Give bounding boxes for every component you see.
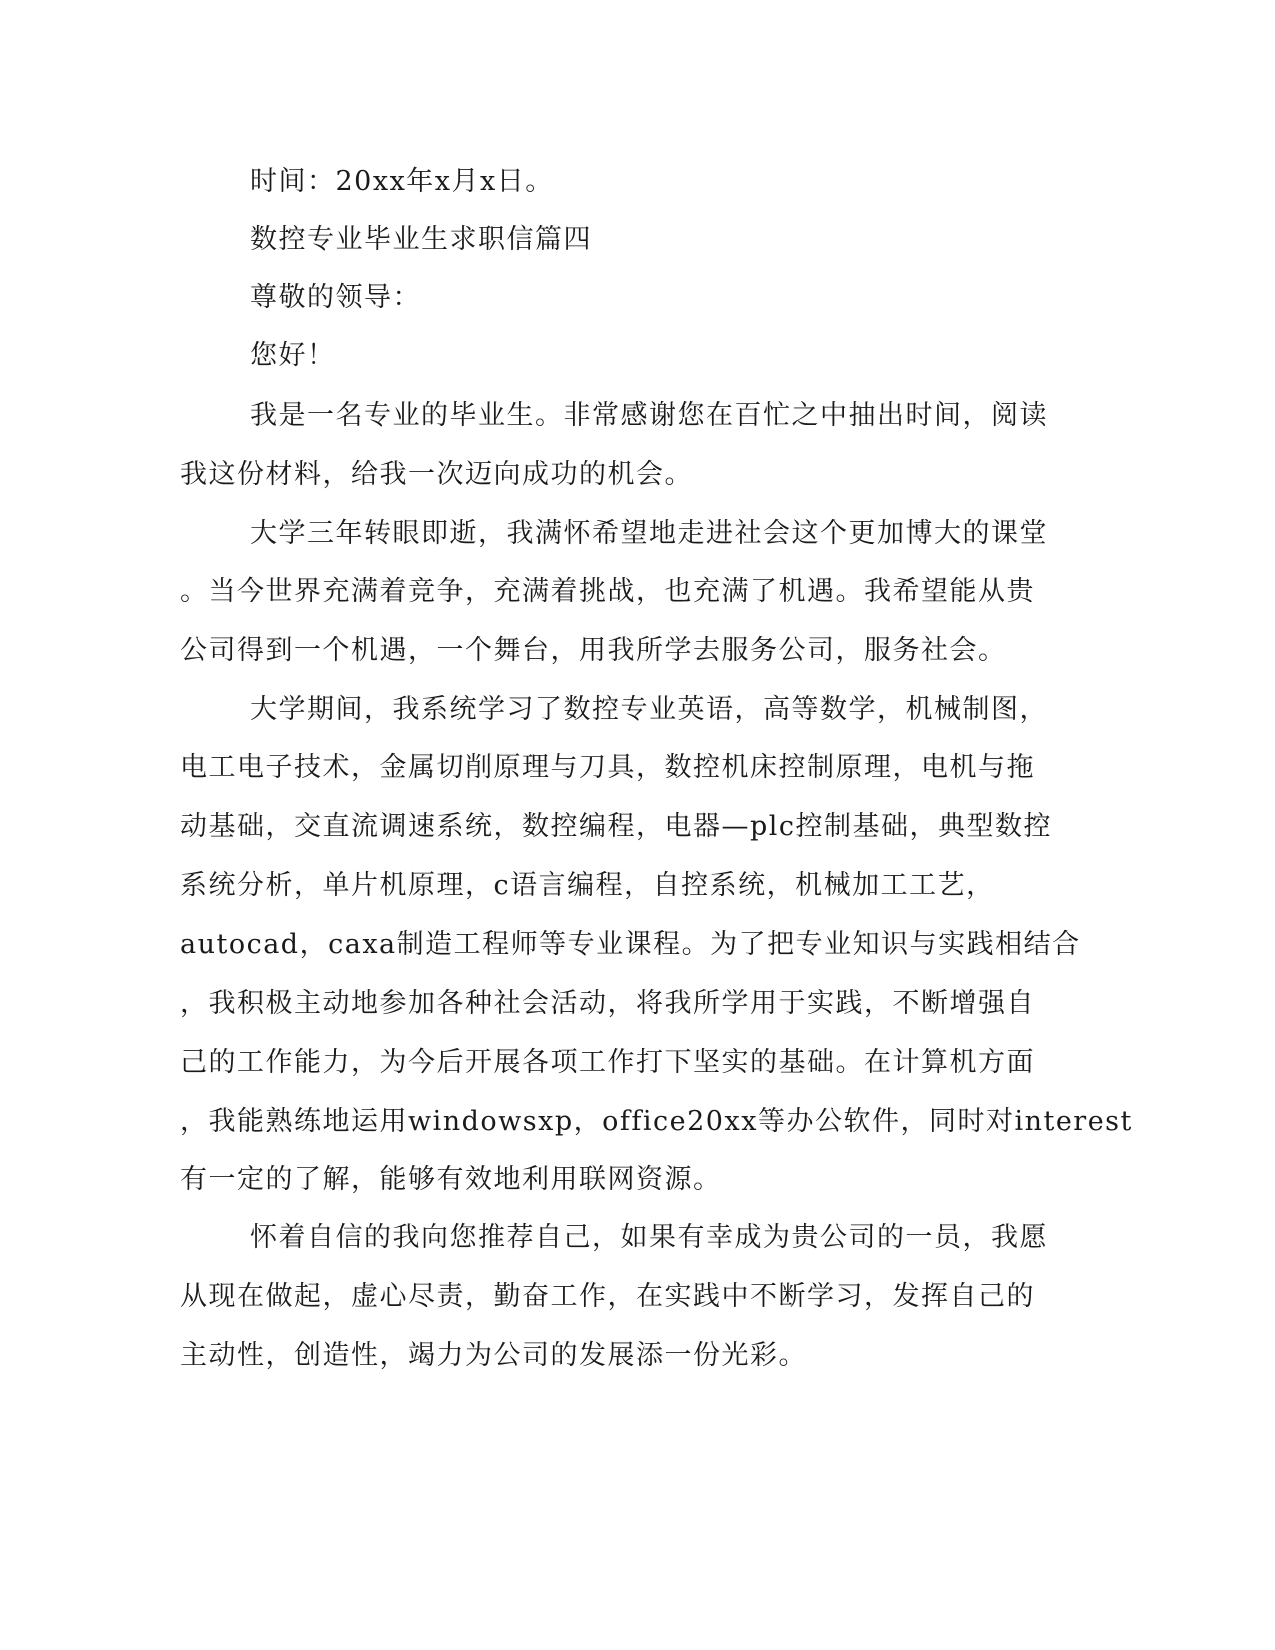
paragraph-3-line: 电工电子技术，金属切削原理与刀具，数控机床控制原理，电机与拖 — [180, 752, 1035, 783]
paragraph-3-line: 己的工作能力，为今后开展各项工作打下坚实的基础。在计算机方面 — [180, 1047, 1035, 1078]
salutation: 尊敬的领导： — [250, 282, 421, 313]
greeting: 您好！ — [250, 340, 336, 371]
paragraph-4-line: 主动性，创造性，竭力为公司的发展添一份光彩。 — [180, 1340, 807, 1371]
paragraph-2-line: 大学三年转眼即逝，我满怀希望地走进社会这个更加博大的课堂 — [250, 518, 1048, 549]
section-title: 数控专业毕业生求职信篇四 — [250, 224, 592, 255]
paragraph-3-line: autocad，caxa制造工程师等专业课程。为了把专业知识与实践相结合 — [180, 929, 1081, 960]
paragraph-2-line: 公司得到一个机遇，一个舞台，用我所学去服务公司，服务社会。 — [180, 635, 1007, 666]
paragraph-3-line: 大学期间，我系统学习了数控专业英语，高等数学，机械制图， — [250, 694, 1048, 725]
paragraph-4-line: 从现在做起，虚心尽责，勤奋工作，在实践中不断学习，发挥自己的 — [180, 1281, 1035, 1312]
paragraph-3-line: 动基础，交直流调速系统，数控编程，电器—plc控制基础，典型数控 — [180, 811, 1053, 842]
date-line: 时间：20xx年x月x日。 — [250, 166, 554, 197]
paragraph-3-line: 有一定的了解，能够有效地利用联网资源。 — [180, 1164, 722, 1195]
paragraph-4-line: 怀着自信的我向您推荐自己，如果有幸成为贵公司的一员，我愿 — [250, 1222, 1048, 1253]
paragraph-3-line: ，我能熟练地运用windowsxp，office20xx等办公软件，同时对interest — [180, 1106, 1133, 1137]
paragraph-1-line: 我这份材料，给我一次迈向成功的机会。 — [180, 459, 693, 490]
paragraph-3-line: 系统分析，单片机原理，c语言编程，自控系统，机械加工工艺， — [180, 870, 995, 901]
paragraph-1-line: 我是一名专业的毕业生。非常感谢您在百忙之中抽出时间，阅读 — [250, 400, 1048, 431]
paragraph-2-line: 。当今世界充满着竞争，充满着挑战，也充满了机遇。我希望能从贵 — [180, 576, 1035, 607]
paragraph-3-line: ，我积极主动地参加各种社会活动，将我所学用于实践，不断增强自 — [180, 988, 1035, 1019]
